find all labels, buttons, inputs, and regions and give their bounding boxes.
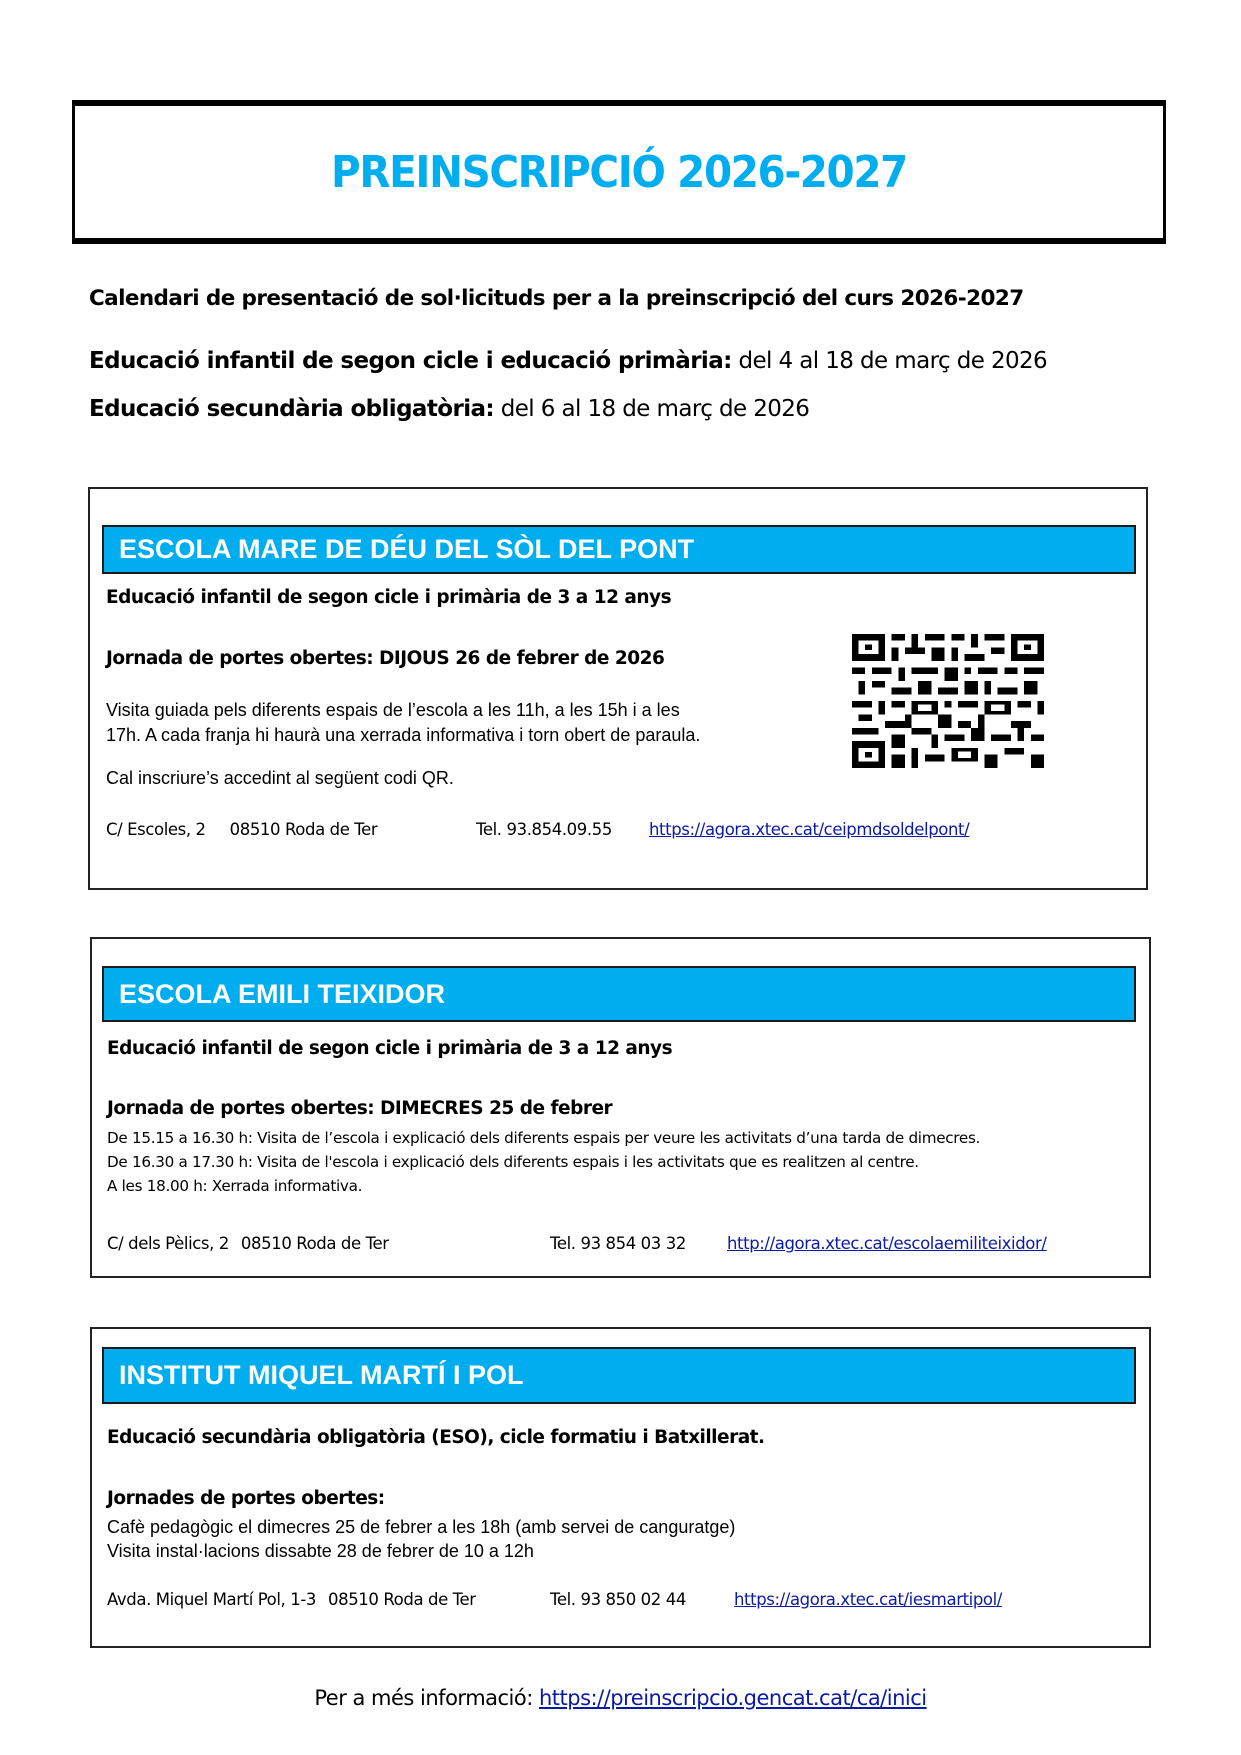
school-name-bar [102, 525, 1136, 574]
schedule-item: A les 18.00 h: Xerrada informativa. [107, 1177, 363, 1195]
open-day: Jornada de portes obertes: DIJOUS 26 de febrer de 2026 [106, 648, 665, 669]
postal-code: 08510 Roda de Ter [240, 1234, 389, 1253]
preinscripcio-link[interactable]: https://preinscripcio.gencat.cat/ca/inici [539, 1686, 927, 1710]
postal-code: 08510 Roda de Ter [229, 820, 378, 839]
description-line: 17h. A cada franja hi haurà una xerrada informativa i torn obert de paraula. [106, 725, 701, 745]
title-box [72, 100, 1166, 244]
school-levels: Educació infantil de segon cicle i primària de 3 a 12 anys [106, 587, 672, 608]
address: C/ dels Pèlics, 2 [107, 1234, 229, 1253]
contact-row [106, 820, 377, 839]
postal-code: 08510 Roda de Ter [328, 1590, 476, 1609]
page-title: PREINSCRIPCIÓ 2026-2027 [331, 146, 907, 198]
calendar-dates: del 4 al 18 de març de 2026 [731, 348, 1048, 374]
phone: Tel. 93.854.09.55 [476, 820, 612, 839]
schedule-item: De 16.30 a 17.30 h: Visita de l'escola i explicació dels diferents espais i les activitats que es realitzen al centre. [107, 1153, 919, 1171]
qr-code-icon[interactable] [852, 634, 1044, 768]
register-note: Cal inscriure’s accedint al següent codi QR. [106, 768, 454, 788]
schedule-item: De 15.15 a 16.30 h: Visita de l’escola i explicació dels diferents espais per veure les activitats d’una tarda de dimecres. [107, 1129, 981, 1147]
schedule-item: Cafè pedagògic el dimecres 25 de febrer a les 18h (amb servei de canguratge) [107, 1517, 736, 1537]
school-website-link[interactable]: http://agora.xtec.cat/escolaemiliteixidor/ [727, 1234, 1047, 1253]
phone: Tel. 93 854 03 32 [550, 1234, 686, 1253]
contact-row [107, 1234, 389, 1253]
school-levels: Educació secundària obligatòria (ESO), cicle formatiu i Batxillerat. [107, 1427, 765, 1448]
address: C/ Escoles, 2 [106, 820, 206, 839]
schedule-item: Visita instal·lacions dissabte 28 de febrer de 10 a 12h [107, 1541, 534, 1561]
school-website-link[interactable]: https://agora.xtec.cat/ceipmdsoldelpont/ [649, 820, 970, 839]
open-day: Jornades de portes obertes: [107, 1488, 385, 1509]
calendar-dates: del 6 al 18 de març de 2026 [494, 396, 810, 422]
contact-row [107, 1590, 476, 1609]
calendar-label: Educació secundària obligatòria: [89, 396, 494, 422]
visit-description [106, 698, 826, 748]
open-day: Jornada de portes obertes: DIMECRES 25 de febrer [107, 1098, 613, 1119]
school-name: INSTITUT MIQUEL MARTÍ I POL [119, 1360, 524, 1390]
school-levels: Educació infantil de segon cicle i primària de 3 a 12 anys [107, 1038, 673, 1059]
school-name: ESCOLA MARE DE DÉU DEL SÒL DEL PONT [119, 534, 695, 564]
address: Avda. Miquel Martí Pol, 1-3 [107, 1590, 317, 1609]
calendar-heading: Calendari de presentació de sol·licituds per a la preinscripció del curs 2026-2027 [89, 286, 1024, 311]
phone: Tel. 93 850 02 44 [550, 1590, 686, 1609]
school-name-bar [102, 966, 1136, 1022]
calendar-line-primary [89, 348, 1047, 374]
school-name: ESCOLA EMILI TEIXIDOR [119, 978, 446, 1009]
calendar-label: Educació infantil de segon cicle i educació primària: [89, 348, 732, 374]
calendar-line-secondary [89, 396, 809, 422]
open-day-schedule [107, 1515, 735, 1563]
footer-label: Per a més informació: [314, 1686, 539, 1710]
school-website-link[interactable]: https://agora.xtec.cat/iesmartipol/ [734, 1590, 1002, 1609]
description-line: Visita guiada pels diferents espais de l’escola a les 11h, a les 15h i a les [106, 700, 680, 720]
footer-info [0, 1686, 1241, 1710]
school-name-bar [102, 1347, 1136, 1404]
open-day-schedule [107, 1126, 980, 1198]
